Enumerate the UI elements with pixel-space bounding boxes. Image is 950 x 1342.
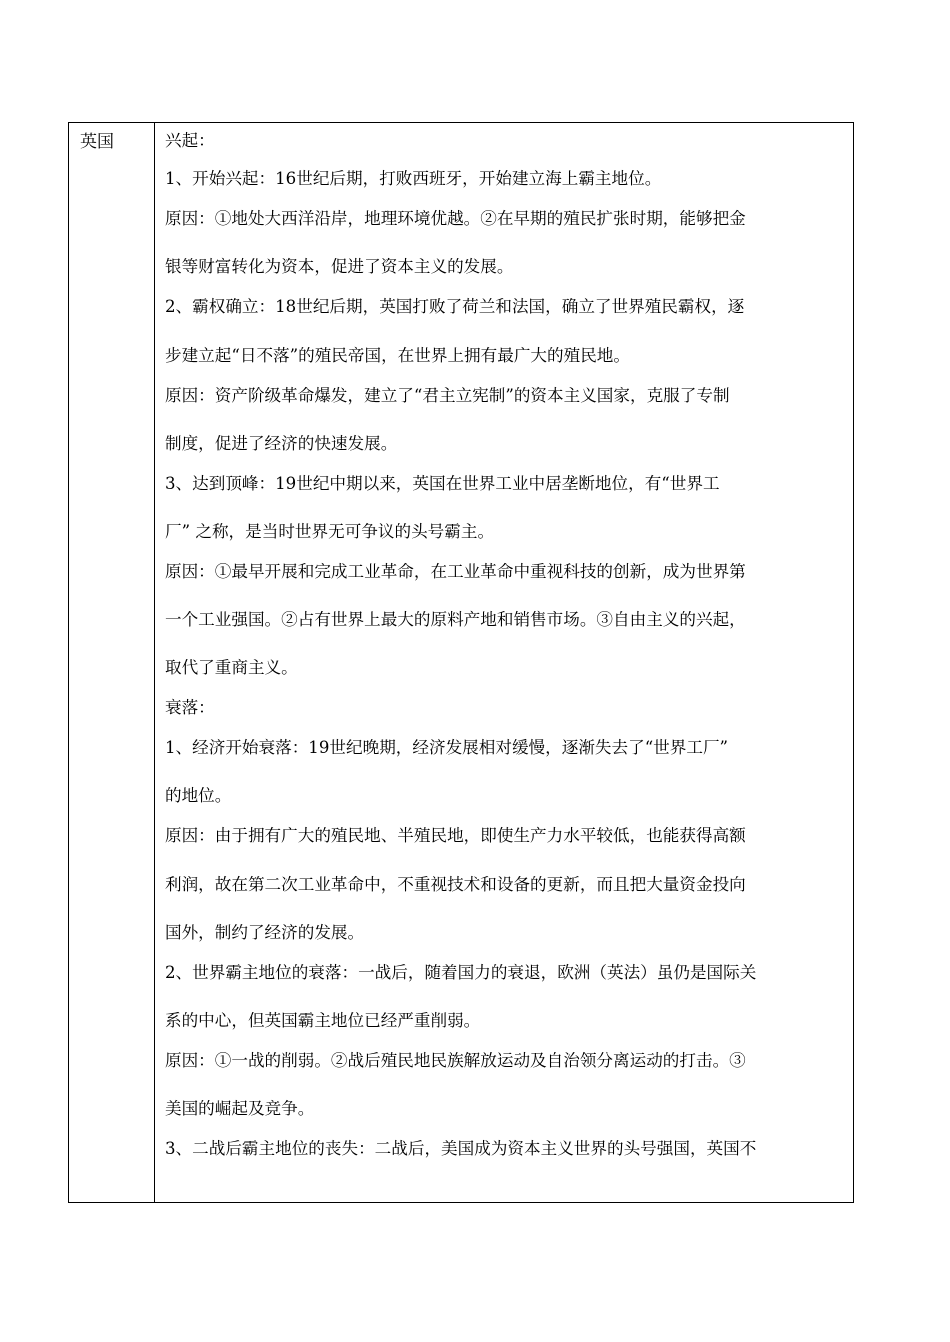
country-cell (69, 123, 155, 1202)
country-label: 英国 (80, 132, 114, 152)
text-line: 取代了重商主义。 (165, 658, 298, 677)
text-line: 原因：①一战的削弱。②战后殖民地民族解放运动及自治领分离运动的打击。③ (165, 1051, 746, 1070)
content-table (68, 122, 854, 1203)
text-line: 一个工业强国。②占有世界上最大的原料产地和销售市场。③自由主义的兴起， (165, 610, 746, 629)
text-line: 原因：由于拥有广大的殖民地、半殖民地，即使生产力水平较低，也能获得高额 (165, 826, 746, 845)
text-line: 1、经济开始衰落：19世纪晚期，经济发展相对缓慢，逐渐失去了“世界工厂” (165, 738, 729, 757)
text-line: 制度，促进了经济的快速发展。 (165, 434, 398, 453)
text-line: 衰落： (165, 698, 215, 717)
text-line: 的地位。 (165, 786, 232, 805)
text-line: 步建立起“日不落”的殖民帝国，在世界上拥有最广大的殖民地。 (165, 346, 630, 365)
text-line: 1、开始兴起：16世纪后期，打败西班牙，开始建立海上霸主地位。 (165, 169, 662, 188)
text-line: 兴起： (165, 131, 215, 150)
text-line: 原因：资产阶级革命爆发，建立了“君主立宪制”的资本主义国家，克服了专制 (165, 386, 730, 405)
text-line: 3、二战后霸主地位的丧失：二战后，美国成为资本主义世界的头号强国，英国不 (165, 1139, 757, 1158)
text-line: 国外，制约了经济的发展。 (165, 923, 365, 942)
text-line: 2、霸权确立：18世纪后期，英国打败了荷兰和法国，确立了世界殖民霸权，逐 (165, 297, 745, 316)
text-line: 原因：①地处大西洋沿岸，地理环境优越。②在早期的殖民扩张时期，能够把金 (165, 209, 746, 228)
text-line: 2、世界霸主地位的衰落：一战后，随着国力的衰退，欧洲（英法）虽仍是国际关 (165, 963, 757, 982)
text-line: 系的中心，但英国霸主地位已经严重削弱。 (165, 1011, 481, 1030)
text-line: 厂” 之称，是当时世界无可争议的头号霸主。 (165, 522, 495, 541)
text-line: 原因：①最早开展和完成工业革命，在工业革命中重视科技的创新，成为世界第 (165, 562, 746, 581)
text-line: 3、达到顶峰：19世纪中期以来，英国在世界工业中居垄断地位，有“世界工 (165, 474, 720, 493)
content-cell (155, 123, 853, 1202)
text-line: 利润，故在第二次工业革命中，不重视技术和设备的更新，而且把大量资金投向 (165, 875, 746, 894)
text-line: 美国的崛起及竞争。 (165, 1099, 315, 1118)
text-line: 银等财富转化为资本，促进了资本主义的发展。 (165, 257, 514, 276)
